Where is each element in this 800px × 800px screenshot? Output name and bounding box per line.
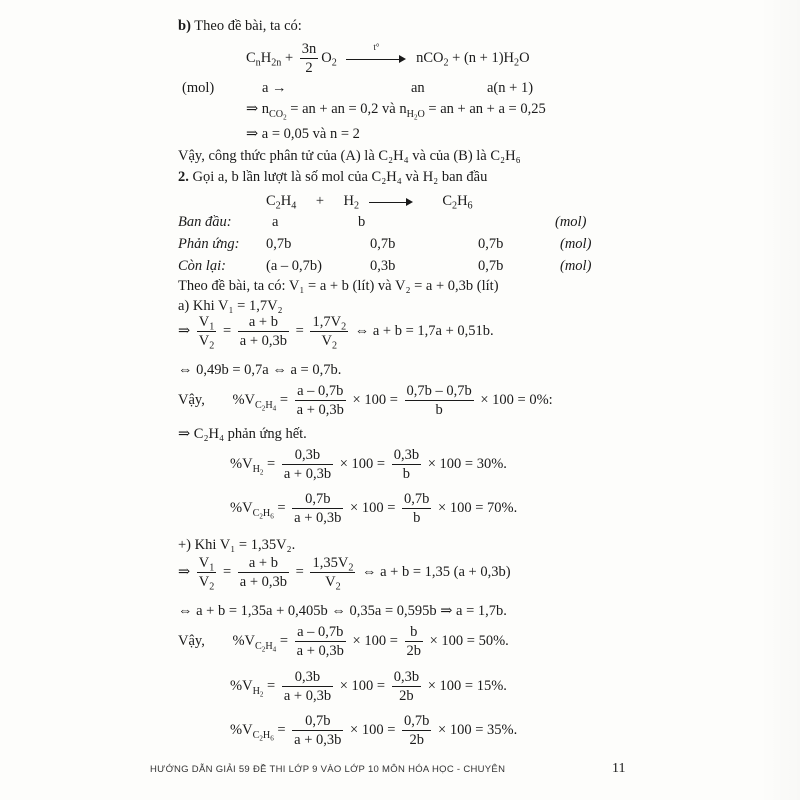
case-b-percent-c2h6: $\%V_{C_2H_6}$ = $\frac{0,7b}{a + 0,3b}$ × 100 = $\frac{0,7b}{2b}$ × 100 = 35%. (230, 713, 518, 749)
row-phan-ung-2: 0,7b (370, 236, 396, 252)
case-b-solve: ⇔ a + b = 1,35a + 0,405b ⇔ 0,35a = 0,595b ⇒ a = 1,7b. (178, 603, 507, 619)
combustion-equation: $C_nH_{2n}$ + $\frac{3n}{2}$ $O_2$ t° $nCO_2 + (n + 1)H_2O$ (246, 41, 530, 77)
volume-definition: Theo đề bài, ta có: V₁ = a + b (lít) và V₂ = a + 0,3b (lít) (178, 278, 499, 294)
row-phan-ung-1: 0,7b (266, 236, 292, 252)
case-a-percent-c2h4: Vậy, $\%V_{C_2H_4}$ = $\frac{a - 0,7b}{a + 0,3b}$ × 100 = $\frac{0,7b - 0,7b}{b}$ × 100 = 0%: (178, 383, 553, 419)
mol-a: a → (262, 80, 287, 96)
case-b-heading: +) Khi V₁ = 1,35V₂. (178, 537, 296, 553)
row-ban-dau-a: a (272, 214, 279, 230)
running-footer: HƯỚNG DẪN GIẢI 59 ĐỀ THI LỚP 9 VÀO LỚP 10 MÔN HÓA HỌC - CHUYÊN (150, 764, 506, 775)
row-con-lai-unit: (mol) (560, 258, 592, 274)
row-con-lai-3: 0,7b (478, 258, 504, 274)
mol-an: an (411, 80, 425, 96)
case-b-percent-h2: $\%V_{H_2}$ = $\frac{0,3b}{a + 0,3b}$ × 100 = $\frac{0,3b}{2b}$ × 100 = 15%. (230, 669, 507, 705)
fraction-3n-over-2: $\frac{3n}{2}$ (301, 41, 317, 77)
c2h4-consumed: ⇒ C₂H₄ phản ứng hết. (178, 426, 307, 442)
case-b-ratio-equation: ⇒ $\frac{V_1}{V_2}$ = $\frac{a + b}{a + 0,3b}$ = $\frac{1,35V_2}{V_2}$ ⇔ a + b = 1,35 (a + 0,3b) (178, 555, 511, 593)
question-2-heading: 2. Gọi a, b lần lượt là số mol của C₂H₄ và H₂ ban đầu (178, 169, 488, 185)
case-a-solve: ⇔ 0,49b = 0,7a ⇔ a = 0,7b. (178, 362, 342, 378)
case-a-percent-h2: $\%V_{H_2}$ = $\frac{0,3b}{a + 0,3b}$ × 100 = $\frac{0,3b}{b}$ × 100 = 30%. (230, 447, 507, 483)
formula-conclusion: Vậy, công thức phân tử của (A) là C₂H₄ và của (B) là C₂H₆ (178, 148, 521, 164)
row-phan-ung-3: 0,7b (478, 236, 504, 252)
row-ban-dau-label: Ban đầu: (178, 214, 232, 230)
case-a-ratio-equation: ⇒ $\frac{V_1}{V_2}$ = $\frac{a + b}{a + 0,3b}$ = $\frac{1,7V_2}{V_2}$ ⇔ a + b = 1,7a + 0,51b. (178, 314, 494, 352)
row-con-lai-label: Còn lại: (178, 258, 226, 274)
reaction-arrow-icon (369, 197, 413, 207)
reaction-arrow-icon: t° (346, 54, 406, 64)
row-ban-dau-b: b (358, 214, 366, 230)
mol-an1: a(n + 1) (487, 80, 534, 96)
hydrogenation-equation: $C_2H_4 + H_2$ $C_2H_6$ (266, 193, 473, 212)
row-phan-ung-unit: (mol) (560, 236, 592, 252)
row-phan-ung-label: Phản ứng: (178, 236, 240, 252)
mol-equation: ⇒ $n_{CO_2}$ = an + an = 0,2 và $n_{H_2O}$ = an + an + a = 0,25 (246, 101, 546, 122)
page-number: 11 (612, 761, 626, 776)
row-ban-dau-unit: (mol) (555, 214, 587, 230)
a-n-result: ⇒ a = 0,05 và n = 2 (246, 126, 360, 142)
row-con-lai-1: (a – 0,7b) (266, 258, 322, 274)
mol-label: (mol) (182, 80, 215, 96)
case-a-percent-c2h6: $\%V_{C_2H_6}$ = $\frac{0,7b}{a + 0,3b}$ × 100 = $\frac{0,7b}{b}$ × 100 = 70%. (230, 491, 518, 527)
case-b-percent-c2h4: Vậy, $\%V_{C_2H_4}$ = $\frac{a - 0,7b}{a + 0,3b}$ × 100 = $\frac{b}{2b}$ × 100 = 50%. (178, 624, 509, 660)
page-edge-shade (760, 0, 800, 800)
row-con-lai-2: 0,3b (370, 258, 396, 274)
case-a-heading: a) Khi V₁ = 1,7V₂ (178, 298, 283, 314)
part-b-heading: b) Theo đề bài, ta có: (178, 18, 302, 34)
